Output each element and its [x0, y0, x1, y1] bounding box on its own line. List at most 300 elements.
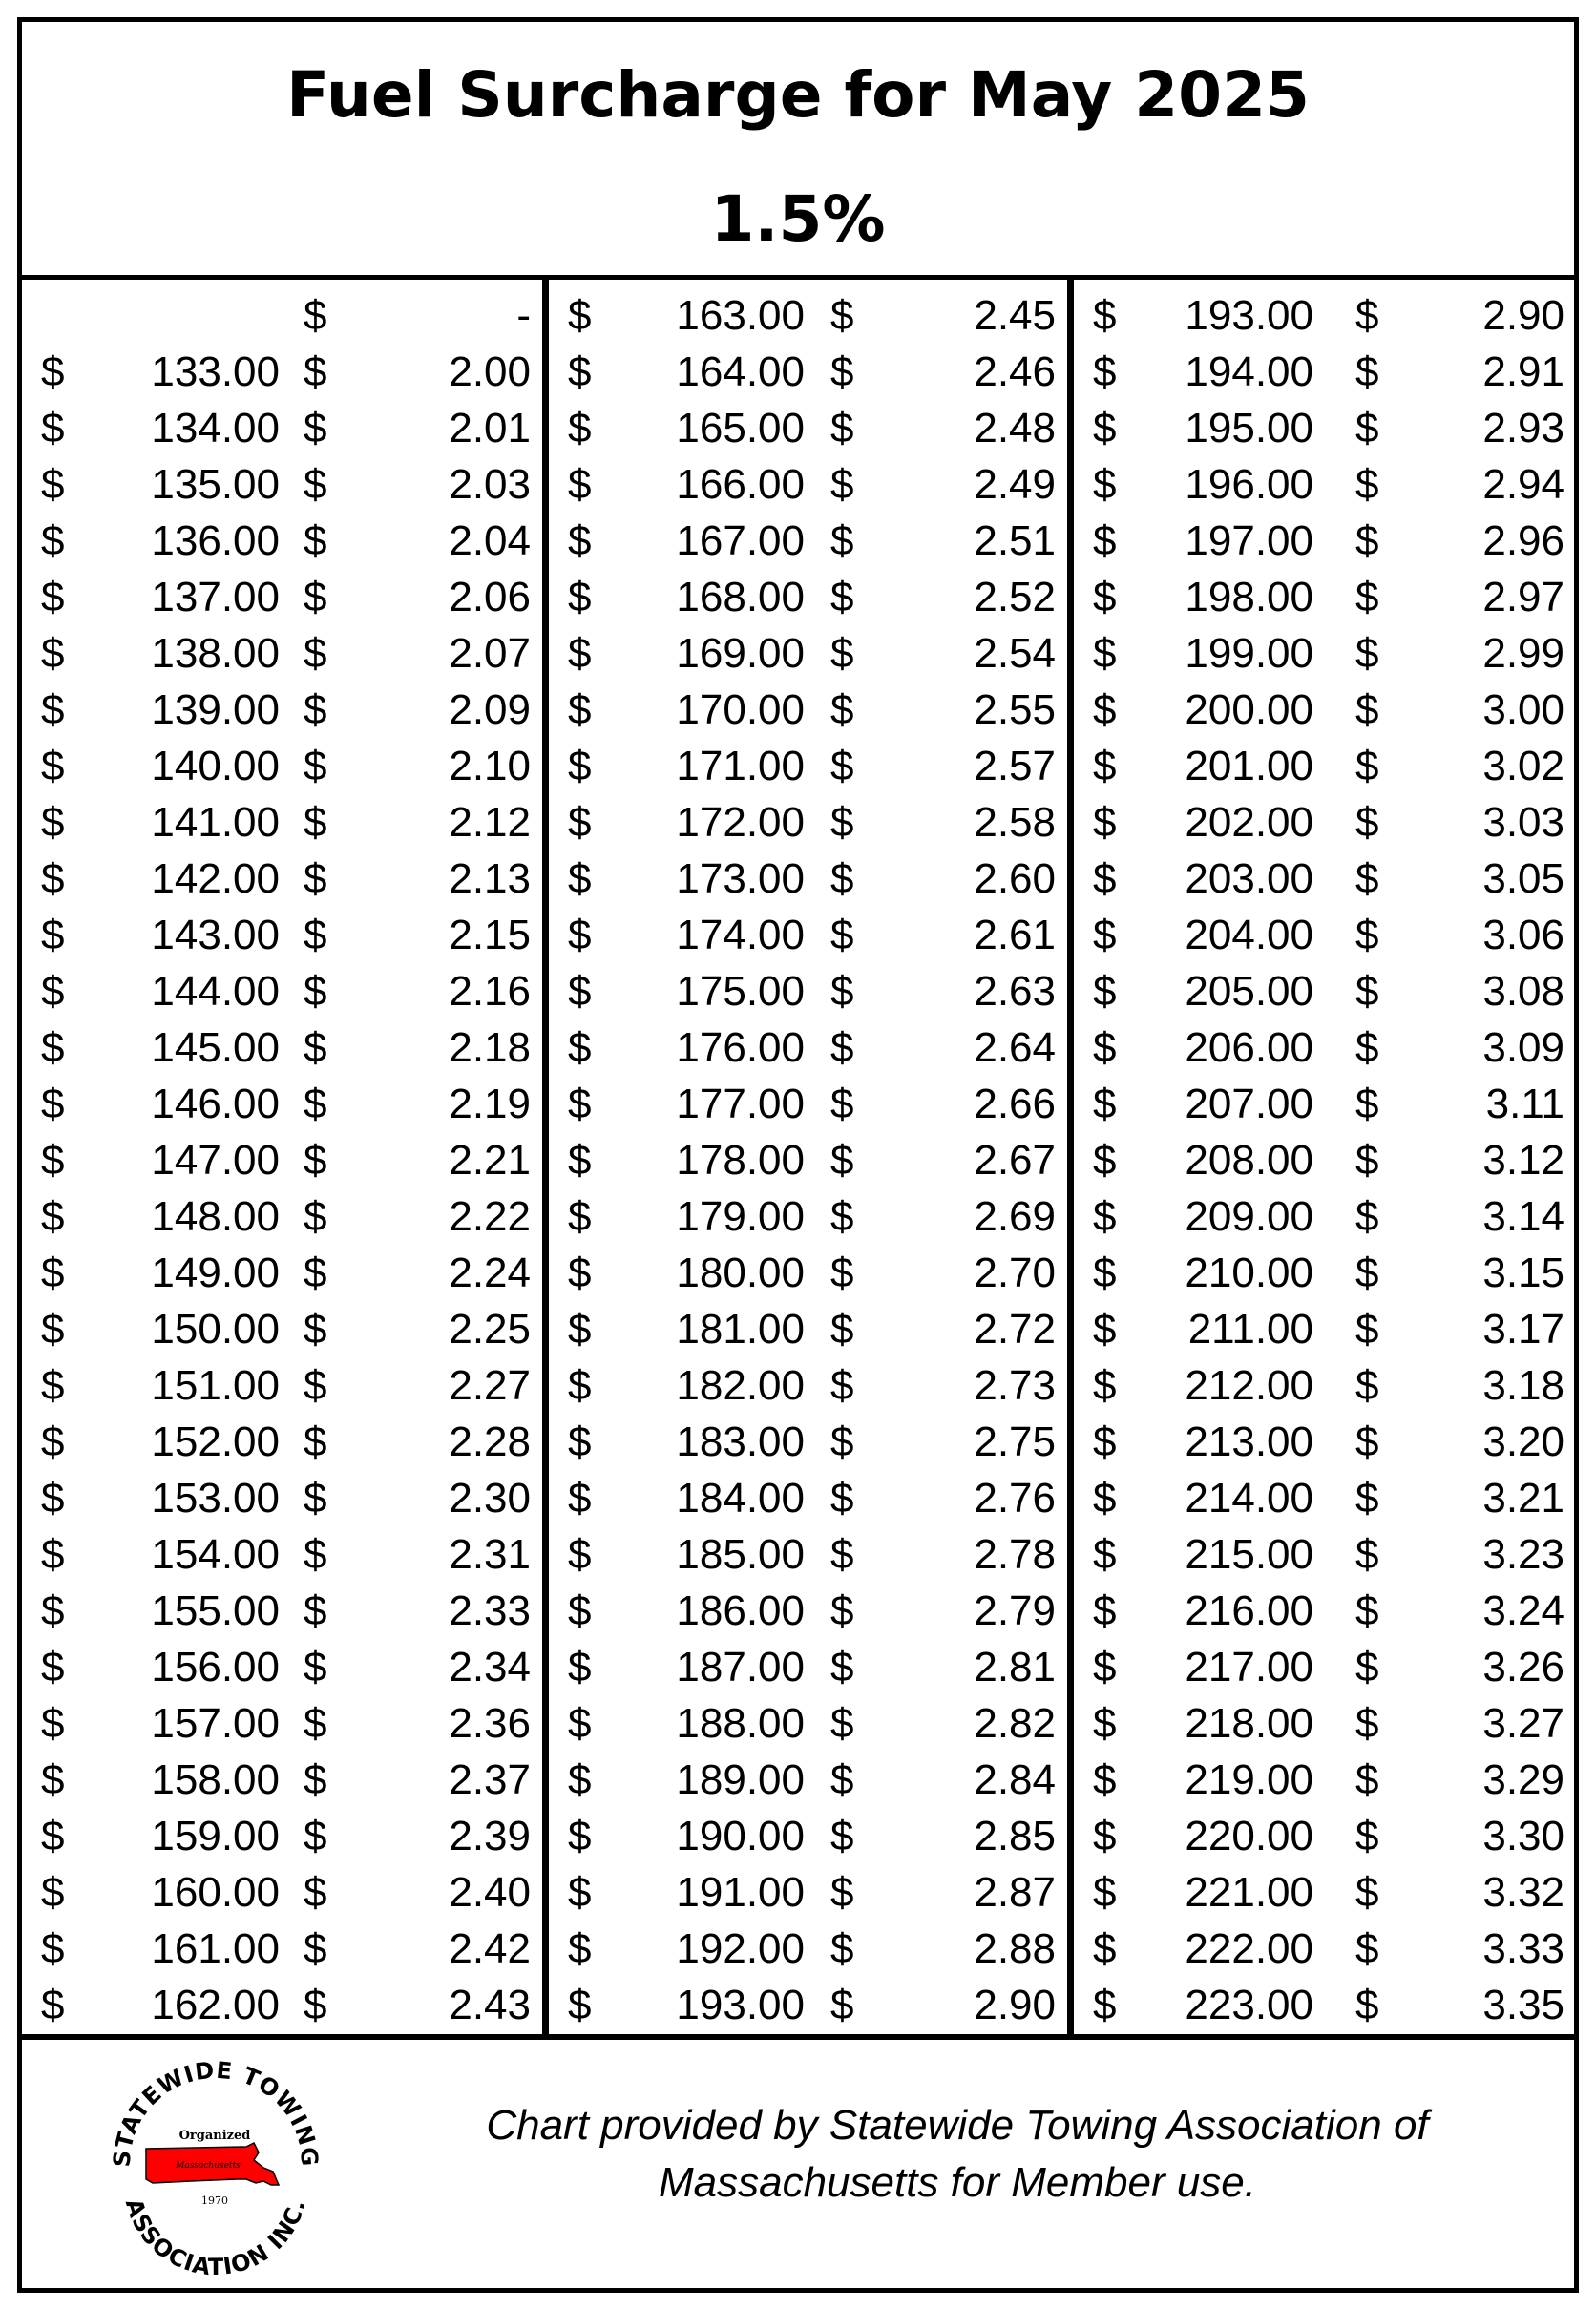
- table-row: [549, 1526, 1067, 1583]
- price-currency-symbol: $: [41, 1081, 65, 1127]
- price-currency-symbol: $: [41, 855, 65, 902]
- price-currency-symbol: $: [41, 686, 65, 733]
- fuel-price: 153.00: [151, 1475, 280, 1522]
- table-row: [22, 1470, 542, 1526]
- surcharge-currency-symbol: $: [830, 1418, 854, 1465]
- surcharge-amount: 2.19: [449, 1081, 531, 1127]
- fuel-price: 134.00: [151, 405, 280, 452]
- fuel-price: 166.00: [676, 461, 805, 508]
- fuel-price: 140.00: [151, 743, 280, 789]
- surcharge-currency-symbol: $: [304, 1024, 327, 1071]
- surcharge-amount: 2.58: [974, 799, 1056, 846]
- price-currency-symbol: $: [568, 292, 592, 339]
- surcharge-amount: 3.02: [1482, 743, 1564, 789]
- logo-state: Massachusetts: [176, 2161, 241, 2171]
- fuel-price: 163.00: [676, 292, 805, 339]
- surcharge-amount: 2.94: [1482, 461, 1564, 508]
- fuel-price: 213.00: [1185, 1418, 1313, 1465]
- price-currency-symbol: $: [568, 1982, 592, 2028]
- surcharge-amount: 3.11: [1485, 1081, 1564, 1127]
- table-row: [549, 1977, 1067, 2033]
- surcharge-amount: 2.63: [974, 968, 1056, 1015]
- surcharge-amount: 3.08: [1482, 968, 1564, 1015]
- fuel-price: 215.00: [1185, 1531, 1313, 1578]
- table-column-3: [1074, 287, 1576, 2034]
- surcharge-amount: 2.13: [449, 855, 531, 902]
- fuel-price: 159.00: [151, 1813, 280, 1859]
- price-currency-symbol: $: [1093, 855, 1117, 902]
- fuel-price: 146.00: [151, 1081, 280, 1127]
- surcharge-amount: 2.93: [1482, 405, 1564, 452]
- surcharge-amount: 2.85: [974, 1813, 1056, 1859]
- fuel-price: 138.00: [151, 630, 280, 677]
- surcharge-amount: 2.00: [449, 348, 531, 395]
- price-currency-symbol: $: [41, 574, 65, 620]
- table-row: [549, 1132, 1067, 1188]
- svg-text:ASSOCIATION INC.: [120, 2195, 311, 2280]
- fuel-price: 221.00: [1185, 1869, 1313, 1916]
- price-currency-symbol: $: [1093, 574, 1117, 620]
- table-row: [1074, 907, 1576, 963]
- surcharge-amount: 3.23: [1482, 1531, 1564, 1578]
- table-row: [22, 1076, 542, 1132]
- table-row: [1074, 738, 1576, 794]
- surcharge-amount: 2.73: [974, 1362, 1056, 1409]
- table-row: [22, 344, 542, 400]
- table-row: [549, 682, 1067, 738]
- table-row: [1074, 794, 1576, 850]
- price-currency-symbol: $: [568, 1250, 592, 1296]
- surcharge-currency-symbol: $: [830, 1193, 854, 1240]
- surcharge-currency-symbol: $: [304, 1475, 327, 1522]
- surcharge-amount: 2.33: [449, 1587, 531, 1634]
- surcharge-amount: 2.55: [974, 686, 1056, 733]
- surcharge-currency-symbol: $: [1355, 912, 1379, 958]
- table-row: [22, 1132, 542, 1188]
- surcharge-amount: 3.20: [1482, 1418, 1564, 1465]
- logo-year: 1970: [201, 2194, 228, 2207]
- surcharge-currency-symbol: $: [1355, 968, 1379, 1015]
- price-currency-symbol: $: [41, 1193, 65, 1240]
- fuel-price: 200.00: [1185, 686, 1313, 733]
- table-row: [549, 794, 1067, 850]
- surcharge-amount: 2.22: [449, 1193, 531, 1240]
- surcharge-currency-symbol: $: [304, 630, 327, 677]
- price-currency-symbol: $: [1093, 1306, 1117, 1353]
- surcharge-currency-symbol: $: [830, 968, 854, 1015]
- surcharge-amount: 2.66: [974, 1081, 1056, 1127]
- price-currency-symbol: $: [41, 1925, 65, 1972]
- price-currency-symbol: $: [1093, 1362, 1117, 1409]
- surcharge-currency-symbol: $: [830, 1813, 854, 1859]
- table-row: [549, 1639, 1067, 1695]
- table-row: [1074, 400, 1576, 456]
- price-currency-symbol: $: [568, 517, 592, 564]
- table-row: [549, 850, 1067, 907]
- price-currency-symbol: $: [1093, 1700, 1117, 1747]
- surcharge-amount: 3.26: [1482, 1644, 1564, 1690]
- surcharge-currency-symbol: $: [304, 1869, 327, 1916]
- surcharge-amount: 3.05: [1482, 855, 1564, 902]
- fuel-price: 149.00: [151, 1250, 280, 1296]
- table-row: [549, 1188, 1067, 1245]
- fuel-price: 181.00: [676, 1306, 805, 1353]
- fuel-price: 197.00: [1185, 517, 1313, 564]
- surcharge-currency-symbol: $: [830, 686, 854, 733]
- table-row: [22, 1639, 542, 1695]
- surcharge-amount: 3.24: [1482, 1587, 1564, 1634]
- surcharge-amount: 2.88: [974, 1925, 1056, 1972]
- surcharge-amount: 2.42: [449, 1925, 531, 1972]
- price-currency-symbol: $: [1093, 1531, 1117, 1578]
- price-currency-symbol: $: [1093, 1024, 1117, 1071]
- price-currency-symbol: $: [568, 574, 592, 620]
- surcharge-amount: 3.33: [1482, 1925, 1564, 1972]
- fuel-price: 183.00: [676, 1418, 805, 1465]
- surcharge-amount: 2.07: [449, 630, 531, 677]
- surcharge-amount: 2.28: [449, 1418, 531, 1465]
- price-currency-symbol: $: [41, 799, 65, 846]
- price-currency-symbol: $: [41, 1250, 65, 1296]
- table-row: [549, 400, 1067, 456]
- surcharge-currency-symbol: $: [830, 1925, 854, 1972]
- price-currency-symbol: $: [41, 1024, 65, 1071]
- surcharge-amount: 2.30: [449, 1475, 531, 1522]
- fuel-price: 178.00: [676, 1137, 805, 1184]
- surcharge-amount: 2.61: [974, 912, 1056, 958]
- surcharge-currency-symbol: $: [304, 1925, 327, 1972]
- surcharge-amount: 2.01: [449, 405, 531, 452]
- surcharge-amount: 2.72: [974, 1306, 1056, 1353]
- price-currency-symbol: $: [41, 1475, 65, 1522]
- surcharge-amount: 2.69: [974, 1193, 1056, 1240]
- fuel-price: 207.00: [1185, 1081, 1313, 1127]
- price-currency-symbol: $: [1093, 968, 1117, 1015]
- table-row: [22, 794, 542, 850]
- fuel-price: 161.00: [151, 1925, 280, 1972]
- table-row: [549, 1245, 1067, 1301]
- fuel-price: 203.00: [1185, 855, 1313, 902]
- table-row: [22, 1019, 542, 1076]
- table-row: [549, 287, 1067, 344]
- table-row: [22, 1526, 542, 1583]
- surcharge-currency-symbol: $: [1355, 1475, 1379, 1522]
- table-row: [549, 1921, 1067, 1977]
- column-divider-2: [1067, 275, 1074, 2034]
- surcharge-amount: 3.03: [1482, 799, 1564, 846]
- fuel-price: 201.00: [1185, 743, 1313, 789]
- table-row: [549, 1301, 1067, 1357]
- price-currency-symbol: $: [41, 405, 65, 452]
- surcharge-currency-symbol: $: [1355, 348, 1379, 395]
- surcharge-currency-symbol: $: [304, 1306, 327, 1353]
- price-currency-symbol: $: [1093, 1193, 1117, 1240]
- surcharge-amount: 2.03: [449, 461, 531, 508]
- price-currency-symbol: $: [568, 799, 592, 846]
- price-currency-symbol: $: [568, 1137, 592, 1184]
- table-row: [1074, 1583, 1576, 1639]
- surcharge-amount: 3.00: [1482, 686, 1564, 733]
- price-currency-symbol: $: [1093, 743, 1117, 789]
- surcharge-currency-symbol: $: [1355, 574, 1379, 620]
- surcharge-currency-symbol: $: [830, 1982, 854, 2028]
- surcharge-amount: 2.10: [449, 743, 531, 789]
- price-currency-symbol: $: [41, 1982, 65, 2028]
- fuel-price: 176.00: [676, 1024, 805, 1071]
- surcharge-amount: 2.40: [449, 1869, 531, 1916]
- surcharge-amount: 2.16: [449, 968, 531, 1015]
- surcharge-currency-symbol: $: [830, 1869, 854, 1916]
- surcharge-currency-symbol: $: [304, 1644, 327, 1690]
- fuel-price: 177.00: [676, 1081, 805, 1127]
- surcharge-amount: 2.09: [449, 686, 531, 733]
- table-row: [1074, 1526, 1576, 1583]
- price-currency-symbol: $: [1093, 630, 1117, 677]
- surcharge-currency-symbol: $: [830, 1756, 854, 1803]
- surcharge-amount: 3.09: [1482, 1024, 1564, 1071]
- price-currency-symbol: $: [1093, 912, 1117, 958]
- price-currency-symbol: $: [41, 517, 65, 564]
- surcharge-currency-symbol: $: [304, 574, 327, 620]
- surcharge-amount: 2.84: [974, 1756, 1056, 1803]
- fuel-price: 186.00: [676, 1587, 805, 1634]
- price-currency-symbol: $: [41, 461, 65, 508]
- fuel-price: 206.00: [1185, 1024, 1313, 1071]
- surcharge-currency-symbol: $: [830, 405, 854, 452]
- price-currency-symbol: $: [568, 1700, 592, 1747]
- surcharge-currency-symbol: $: [304, 1813, 327, 1859]
- fuel-price: 219.00: [1185, 1756, 1313, 1803]
- surcharge-amount: 2.75: [974, 1418, 1056, 1465]
- surcharge-currency-symbol: $: [304, 1250, 327, 1296]
- table-row: [22, 907, 542, 963]
- surcharge-currency-symbol: $: [304, 1418, 327, 1465]
- price-currency-symbol: $: [1093, 1982, 1117, 2028]
- surcharge-amount: 2.06: [449, 574, 531, 620]
- surcharge-currency-symbol: $: [304, 1193, 327, 1240]
- surcharge-amount: 2.43: [449, 1982, 531, 2028]
- price-currency-symbol: $: [568, 855, 592, 902]
- surcharge-amount: 2.60: [974, 855, 1056, 902]
- table-row: [1074, 513, 1576, 569]
- surcharge-amount: 2.48: [974, 405, 1056, 452]
- fuel-price: 139.00: [151, 686, 280, 733]
- fuel-price: 162.00: [151, 1982, 280, 2028]
- surcharge-amount: 2.90: [974, 1982, 1056, 2028]
- surcharge-amount: 3.35: [1482, 1982, 1564, 2028]
- fuel-price: 171.00: [676, 743, 805, 789]
- fuel-price: 142.00: [151, 855, 280, 902]
- table-row: [549, 1470, 1067, 1526]
- price-currency-symbol: $: [568, 686, 592, 733]
- fuel-price: 143.00: [151, 912, 280, 958]
- table-row: [549, 569, 1067, 625]
- surcharge-currency-symbol: $: [304, 912, 327, 958]
- surcharge-currency-symbol: $: [304, 1587, 327, 1634]
- table-row: [1074, 850, 1576, 907]
- fuel-price: 211.00: [1187, 1306, 1313, 1353]
- surcharge-currency-symbol: $: [304, 1362, 327, 1409]
- fuel-price: 156.00: [151, 1644, 280, 1690]
- fuel-price: 135.00: [151, 461, 280, 508]
- surcharge-currency-symbol: $: [1355, 1587, 1379, 1634]
- price-currency-symbol: $: [568, 1531, 592, 1578]
- surcharge-amount: 2.27: [449, 1362, 531, 1409]
- price-currency-symbol: $: [568, 1475, 592, 1522]
- surcharge-amount: 2.54: [974, 630, 1056, 677]
- price-currency-symbol: $: [568, 1587, 592, 1634]
- surcharge-currency-symbol: $: [304, 405, 327, 452]
- surcharge-currency-symbol: $: [830, 799, 854, 846]
- price-currency-symbol: $: [568, 348, 592, 395]
- surcharge-amount: 3.21: [1482, 1475, 1564, 1522]
- surcharge-currency-symbol: $: [830, 1362, 854, 1409]
- fuel-price: 223.00: [1185, 1982, 1313, 2028]
- price-currency-symbol: $: [1093, 1475, 1117, 1522]
- fuel-price: 180.00: [676, 1250, 805, 1296]
- fuel-price: 152.00: [151, 1418, 280, 1465]
- surcharge-amount: 2.37: [449, 1756, 531, 1803]
- fuel-price: 137.00: [151, 574, 280, 620]
- surcharge-amount: 2.34: [449, 1644, 531, 1690]
- fuel-price: 144.00: [151, 968, 280, 1015]
- surcharge-amount: 2.78: [974, 1531, 1056, 1578]
- fuel-price: 170.00: [676, 686, 805, 733]
- price-currency-symbol: $: [41, 1137, 65, 1184]
- table-row: [549, 1752, 1067, 1808]
- surcharge-amount: 2.45: [974, 292, 1056, 339]
- fuel-price: 182.00: [676, 1362, 805, 1409]
- surcharge-currency-symbol: $: [1355, 1925, 1379, 1972]
- surcharge-currency-symbol: $: [304, 1531, 327, 1578]
- surcharge-amount: 2.31: [449, 1531, 531, 1578]
- surcharge-currency-symbol: $: [830, 517, 854, 564]
- surcharge-amount: 3.18: [1482, 1362, 1564, 1409]
- price-currency-symbol: $: [568, 1644, 592, 1690]
- table-column-2: [549, 287, 1067, 2034]
- fuel-price: 208.00: [1185, 1137, 1313, 1184]
- surcharge-amount: 2.67: [974, 1137, 1056, 1184]
- price-currency-symbol: $: [568, 461, 592, 508]
- price-currency-symbol: $: [41, 1587, 65, 1634]
- surcharge-amount: 2.12: [449, 799, 531, 846]
- surcharge-currency-symbol: $: [1355, 1756, 1379, 1803]
- table-row: [22, 682, 542, 738]
- price-currency-symbol: $: [41, 968, 65, 1015]
- price-currency-symbol: $: [568, 1362, 592, 1409]
- surcharge-amount: 3.32: [1482, 1869, 1564, 1916]
- surcharge-currency-symbol: $: [304, 799, 327, 846]
- surcharge-amount: 2.64: [974, 1024, 1056, 1071]
- surcharge-currency-symbol: $: [1355, 799, 1379, 846]
- surcharge-currency-symbol: $: [830, 1306, 854, 1353]
- surcharge-amount: 2.15: [449, 912, 531, 958]
- fuel-price: 190.00: [676, 1813, 805, 1859]
- surcharge-currency-symbol: $: [1355, 461, 1379, 508]
- surcharge-currency-symbol: $: [1355, 855, 1379, 902]
- surcharge-currency-symbol: $: [304, 1756, 327, 1803]
- surcharge-currency-symbol: $: [830, 912, 854, 958]
- fuel-price: 174.00: [676, 912, 805, 958]
- fuel-price: 193.00: [676, 1982, 805, 2028]
- fuel-price: 199.00: [1185, 630, 1313, 677]
- table-row: [1074, 1188, 1576, 1245]
- surcharge-amount: 2.49: [974, 461, 1056, 508]
- surcharge-currency-symbol: $: [1355, 1024, 1379, 1071]
- surcharge-currency-symbol: $: [304, 1700, 327, 1747]
- table-row: [22, 1921, 542, 1977]
- surcharge-amount: 2.18: [449, 1024, 531, 1071]
- table-row: [1074, 1245, 1576, 1301]
- fuel-price: 214.00: [1185, 1475, 1313, 1522]
- surcharge-currency-symbol: $: [1355, 1869, 1379, 1916]
- table-row: [22, 1414, 542, 1470]
- table-row: [1074, 1977, 1576, 2033]
- surcharge-currency-symbol: $: [830, 1531, 854, 1578]
- price-currency-symbol: $: [41, 1418, 65, 1465]
- price-currency-symbol: $: [568, 1081, 592, 1127]
- surcharge-table: [22, 282, 1574, 2034]
- price-currency-symbol: $: [41, 1644, 65, 1690]
- surcharge-currency-symbol: $: [1355, 517, 1379, 564]
- credit-line-2: Massachusetts for Member use.: [658, 2159, 1256, 2206]
- price-currency-symbol: $: [1093, 1250, 1117, 1296]
- table-row: [549, 344, 1067, 400]
- table-row: [22, 1864, 542, 1921]
- fuel-price: 222.00: [1185, 1925, 1313, 1972]
- credit-line-1: Chart provided by Statewide Towing Association of: [486, 2102, 1429, 2149]
- price-currency-symbol: $: [1093, 517, 1117, 564]
- fuel-price: 185.00: [676, 1531, 805, 1578]
- table-row: [1074, 1301, 1576, 1357]
- surcharge-currency-symbol: $: [830, 461, 854, 508]
- surcharge-currency-symbol: $: [1355, 405, 1379, 452]
- fuel-price: 160.00: [151, 1869, 280, 1916]
- surcharge-currency-symbol: $: [1355, 1700, 1379, 1747]
- surcharge-amount: 2.24: [449, 1250, 531, 1296]
- surcharge-currency-symbol: $: [830, 1250, 854, 1296]
- table-row: [1074, 1639, 1576, 1695]
- surcharge-currency-symbol: $: [830, 1081, 854, 1127]
- surcharge-amount: 3.12: [1482, 1137, 1564, 1184]
- fuel-price: 196.00: [1185, 461, 1313, 508]
- surcharge-amount: 2.82: [974, 1700, 1056, 1747]
- fuel-price: 147.00: [151, 1137, 280, 1184]
- table-row: [549, 1414, 1067, 1470]
- surcharge-currency-symbol: $: [304, 348, 327, 395]
- table-row: [22, 513, 542, 569]
- logo-organized: Organized: [178, 2129, 251, 2143]
- fuel-price: 220.00: [1185, 1813, 1313, 1859]
- table-row: [1074, 1019, 1576, 1076]
- table-row: [1074, 963, 1576, 1019]
- price-currency-symbol: $: [568, 405, 592, 452]
- table-row: [1074, 1921, 1576, 1977]
- surcharge-currency-symbol: $: [304, 686, 327, 733]
- surcharge-currency-symbol: $: [304, 517, 327, 564]
- fuel-price: 173.00: [676, 855, 805, 902]
- fuel-price: 205.00: [1185, 968, 1313, 1015]
- fuel-price: 169.00: [676, 630, 805, 677]
- header-divider: [22, 275, 1574, 280]
- surcharge-amount: 3.06: [1482, 912, 1564, 958]
- price-currency-symbol: $: [1093, 1869, 1117, 1916]
- surcharge-amount: 2.99: [1482, 630, 1564, 677]
- surcharge-currency-symbol: $: [304, 1081, 327, 1127]
- price-currency-symbol: $: [1093, 1813, 1117, 1859]
- surcharge-currency-symbol: $: [830, 1700, 854, 1747]
- footer: [22, 2040, 1574, 2293]
